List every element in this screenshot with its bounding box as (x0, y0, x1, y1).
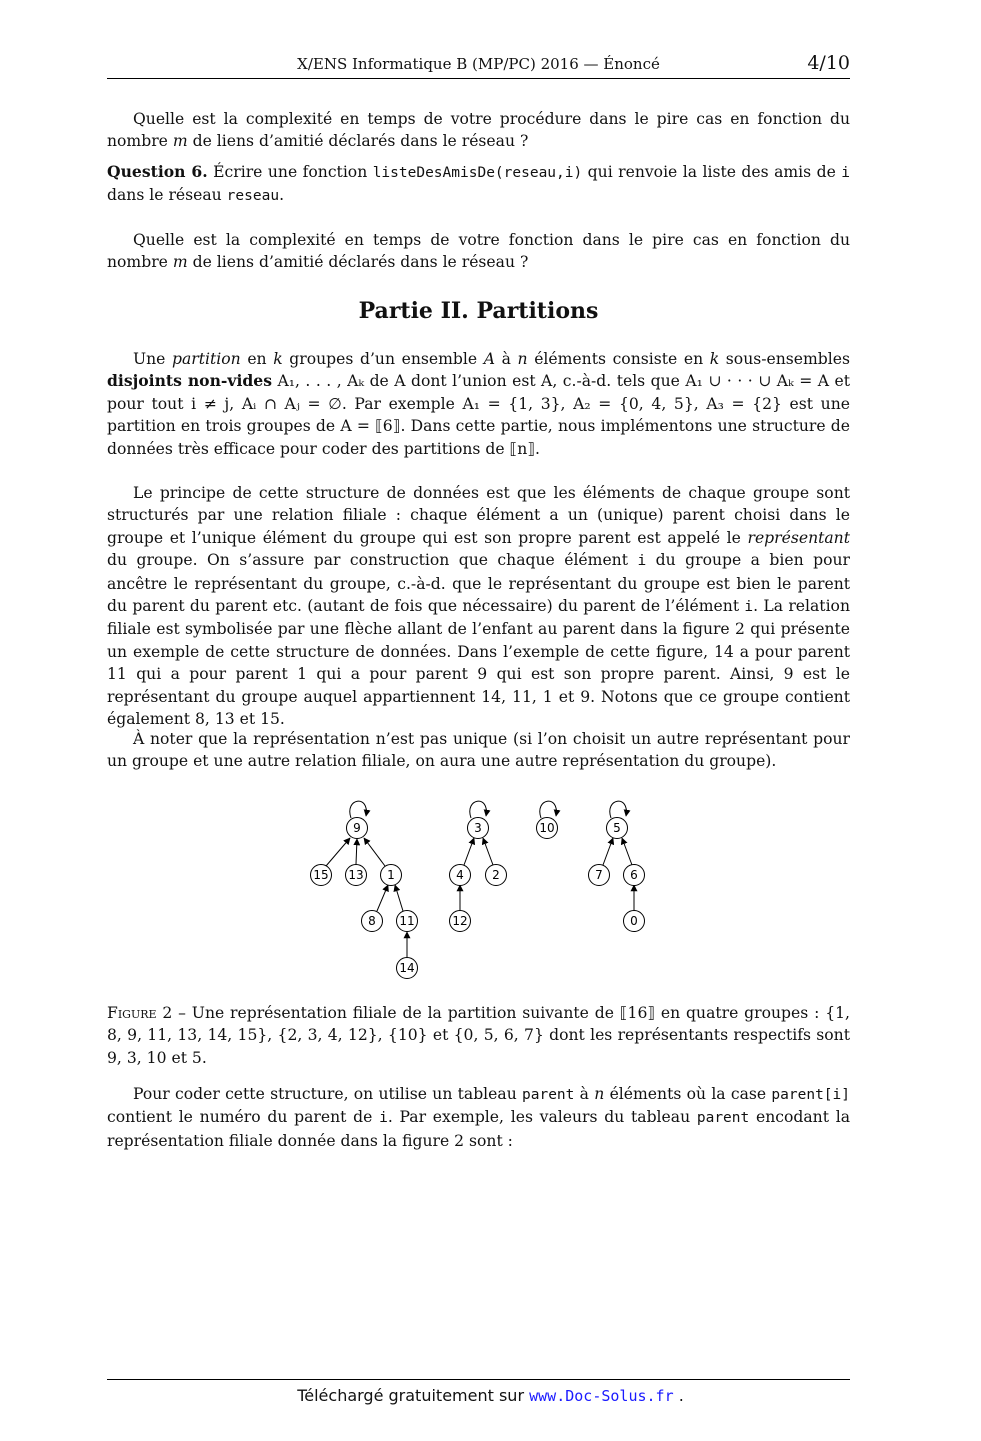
paragraph-structure-principle: Le principe de cette structure de données est que les éléments de chaque groupe sont structurés par une relation filiale : chaque élément a un (unique) parent choisi dans le groupe et l’unique élément du groupe qui est son propre parent est appelé le représentant du groupe. On s’assure par construction que chaque élément i du groupe a bien pour ancêtre le représentant du groupe, c.-à-d. que le représentant du groupe est bien le parent du parent du parent etc. (autant de fois que nécessaire) du parent de l’élément i. La relation filiale est symbolisée par une flèche allant de l’enfant au parent dans la figure 2 qui présente un exemple de cette structure de données. Dans l’exemple de cette figure, 14 a pour parent 11 qui a pour parent 1 qui a pour parent 9 qui est son propre parent. Ainsi, 9 est le représentant du groupe auquel appartiennent 14, 11, 1 et 9. Notons que ce groupe contient également 8, 13 et 15. (107, 484, 850, 729)
node-label-14: 14 (399, 961, 415, 975)
edge-7-5 (603, 838, 613, 865)
edge-6-5 (622, 838, 632, 865)
node-label-0: 0 (630, 914, 638, 928)
doc-solus-link[interactable]: www.Doc-Solus.fr (529, 1387, 674, 1405)
node-label-13: 13 (348, 868, 364, 882)
page-footer: Téléchargé gratuitement sur www.Doc-Solus.fr . (297, 1386, 684, 1405)
paragraph-complexity-procedure: Quelle est la complexité en temps de votre procédure dans le pire cas en fonction du nombre m de liens d’amitié déclarés dans le réseau ? (107, 110, 850, 151)
self-loop-9 (350, 801, 367, 818)
node-label-7: 7 (595, 868, 603, 882)
edge-2-3 (483, 838, 493, 865)
node-label-8: 8 (368, 914, 376, 928)
header-title: X/ENS Informatique B (MP/PC) 2016 — Énoncé (297, 55, 660, 73)
paragraph-parent-array: Pour coder cette structure, on utilise un tableau parent à n éléments où la case parent[i] contient le numéro du parent de i. Par exemple, les valeurs du tableau parent encodant la représentation filiale donnée dans la figure 2 sont : (107, 1085, 850, 1150)
footer-rule (107, 1379, 850, 1380)
node-label-11: 11 (399, 914, 415, 928)
edge-11-1 (395, 885, 403, 911)
section-title: Partie II. Partitions (358, 298, 599, 324)
node-label-6: 6 (630, 868, 638, 882)
paragraph-complexity-function: Quelle est la complexité en temps de votre fonction dans le pire cas en fonction du nombre m de liens d’amitié déclarés dans le réseau ? (107, 231, 850, 272)
edge-4-3 (464, 838, 474, 865)
node-label-3: 3 (474, 821, 482, 835)
node-label-1: 1 (387, 868, 395, 882)
page-header (107, 50, 850, 79)
self-loop-3 (470, 801, 487, 818)
forest-diagram (300, 790, 660, 985)
question-6: Question 6. Écrire une fonction listeDesAmisDe(reseau,i) qui renvoie la liste des amis de i dans le réseau reseau. (107, 162, 850, 205)
node-label-15: 15 (313, 868, 329, 882)
self-loop-10 (540, 801, 557, 818)
node-label-4: 4 (456, 868, 464, 882)
node-label-2: 2 (492, 868, 500, 882)
page-number: 4/10 (807, 52, 850, 74)
node-label-10: 10 (539, 821, 555, 835)
paragraph-non-unique: À noter que la représentation n’est pas unique (si l’on choisit un autre représentant pour un groupe et une autre relation filiale, on aura une autre représentation du groupe). (107, 730, 850, 771)
edge-1-9 (364, 838, 385, 866)
node-label-5: 5 (613, 821, 621, 835)
figure-caption: Figure 2 – Une représentation filiale de la partition suivante de ⟦16⟧ en quatre groupes : {1, 8, 9, 11, 13, 14, 15}, {2, 3, 4, 12}, {10} et {0, 5, 6, 7} dont les représentants respectifs sont 9, 3, 10 et 5. (107, 1004, 850, 1067)
self-loop-5 (610, 801, 627, 818)
caption-label: Figure 2 (107, 1004, 173, 1022)
node-label-9: 9 (353, 821, 361, 835)
paragraph-partition-definition: Une partition en k groupes d’un ensemble A à n éléments consiste en k sous-ensembles disjoints non-vides A₁, . . . , Aₖ de A dont l’union est A, c.-à-d. tels que A₁ ∪ · · · ∪ Aₖ = A et pour tout i ≠ j, Aᵢ ∩ Aⱼ = ∅. Par exemple A₁ = {1, 3}, A₂ = {0, 4, 5}, A₃ = {2} est une partition en trois groupes de A = ⟦6⟧. Dans cette partie, nous implémentons une structure de données très efficace pour coder des partitions de ⟦n⟧. (107, 350, 850, 458)
figure-2-forest (300, 790, 660, 985)
edge-8-1 (377, 885, 388, 911)
edge-13-9 (356, 839, 357, 864)
edge-15-9 (326, 838, 350, 866)
question-label: Question 6. (107, 162, 208, 181)
node-label-12: 12 (452, 914, 468, 928)
